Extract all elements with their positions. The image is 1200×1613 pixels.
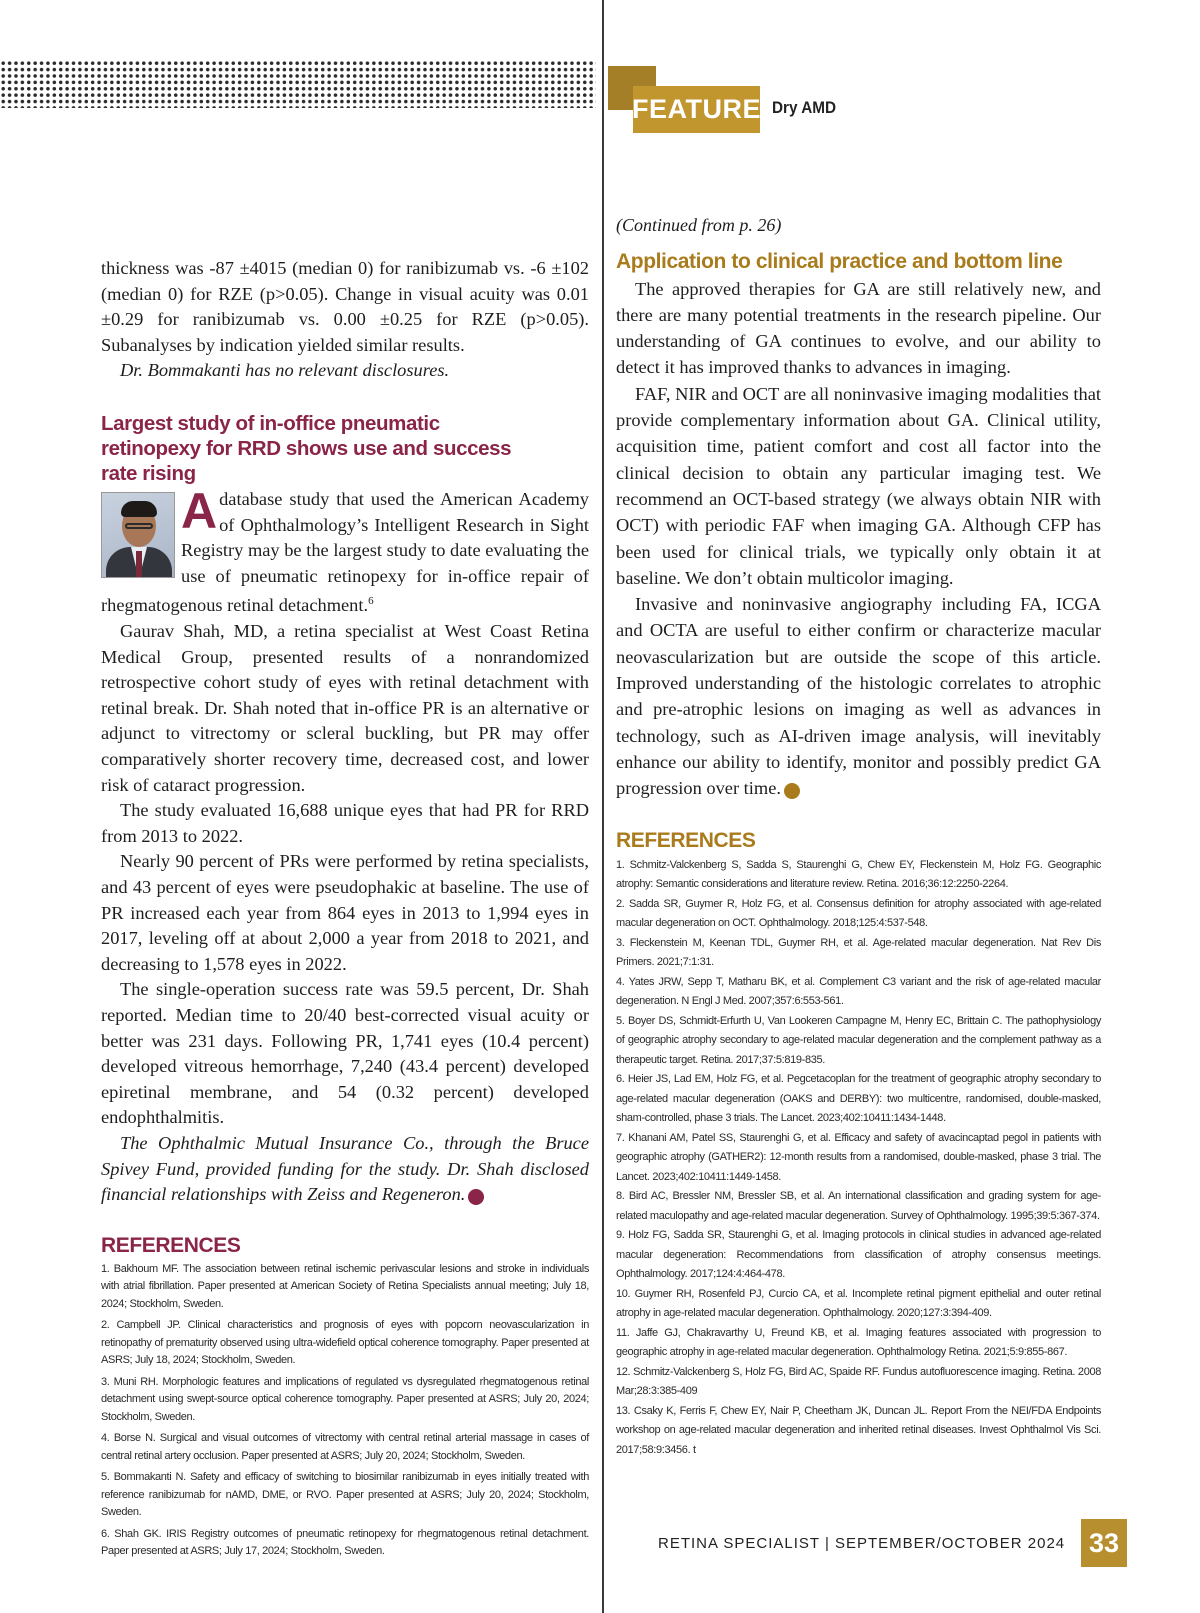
reference-item: 10. Guymer RH, Rosenfeld PJ, Curcio CA, et al. Incomplete retinal pigment epithelial and outer retinal atrophy in age-related macular degeneration. Ophthalmology. 2020;127:3:394-409.: [616, 1287, 1101, 1320]
author-photo: [101, 492, 175, 578]
reference-item: 3. Muni RH. Morphologic features and implications of regulated vs dysregulated rhegmatogenous retinal detachment using swept-source optical coherence tomography. Paper presented at ASRS; July 20, 2024; Stockholm, Sweden.: [101, 1375, 589, 1423]
references-title: REFERENCES: [616, 828, 756, 852]
article-heading-application: Application to clinical practice and bottom line: [616, 249, 1063, 273]
paragraph-success-rate: The single-operation success rate was 59.5 percent, Dr. Shah reported. Median time to 20/40 best-corrected visual acuity or better was 231 days. Following PR, 1,741 eyes (10.4 percent) developed vitreous hemorrhage, 7,240 (43.4 percent) developed epiretinal membrane, and 54 (0.32 percent) developed endophthalmitis.: [101, 979, 589, 1128]
rs-end-icon: RS: [784, 783, 800, 799]
reference-item: 12. Schmitz-Valckenberg S, Holz FG, Bird AC, Spaide RF. Fundus autofluorescence imaging. Retina. 2008 Mar;28:3:385-409: [616, 1365, 1101, 1398]
right-column: [616, 213, 1101, 1460]
reference-item: 2. Campbell JP. Clinical characteristics and prognosis of eyes with popcorn neovascularization in retinopathy of prematurity observed using ultra-widefield optical coherence tomography. Paper presented at ASRS; July 18, 2024; Stockholm, Sweden.: [101, 1319, 589, 1367]
reference-item: 8. Bird AC, Bressler NM, Bressler SB, et al. An international classification and grading system for age-related maculopathy and age-related macular degeneration. Survey of Ophthalmology. 1995;39:5:367-374.: [616, 1190, 1101, 1222]
continued-note: (Continued from p. 26): [616, 215, 782, 235]
column-divider: [602, 0, 604, 1613]
reference-item: 4. Yates JRW, Sepp T, Matharu BK, et al. Complement C3 variant and the risk of age-related macular degeneration. N Engl J Med. 2007;357:6:553-561.: [616, 975, 1101, 1008]
paragraph-angiography: Invasive and noninvasive angiography including FA, ICGA and OCTA are useful to either confirm or characterize macular neovascularization but are outside the scope of this article. Improved understanding of the histologic correlates to atrophic and pre-atrophic lesions on imaging as well as advances in technology, such as AI-driven image analysis, will inevitably enhance our ability to identify, monitor and possibly predict GA progression over time.: [616, 594, 1101, 799]
intro-text: database study that used the American Academy of Ophthalmology’s Intelligent Research in Sight Registry may be the largest study to date evaluating the use of pneumatic retinopexy for in-office repair of rhegmatogenous retinal detachment.: [101, 488, 589, 616]
disclosure-bommakanti: Dr. Bommakanti has no relevant disclosures.: [120, 360, 450, 381]
article-heading-pneumatic-retinopexy: Largest study of in-office pneumatic retinopexy for RRD shows use and success rate rising: [101, 411, 512, 485]
article-intro: [101, 482, 589, 619]
left-column: [101, 256, 589, 1565]
reference-item: 1. Bakhoum MF. The association between retinal ischemic perivascular lesions and stroke in individuals with atrial fibrillation. Paper presented at American Society of Retina Specialists annual meeting; July 18, 2024; Stockholm, Sweden.: [101, 1262, 589, 1310]
reference-item: 4. Borse N. Surgical and visual outcomes of vitrectomy with central retinal arterial massage in cases of central retinal artery occlusion. Paper presented at ASRS; July 20, 2024; Stockholm, Sweden.: [101, 1432, 589, 1462]
publication-footer: RETINA SPECIALIST | SEPTEMBER/OCTOBER 2024: [658, 1535, 1066, 1552]
reference-item: 13. Csaky K, Ferris F, Chew EY, Nair P, Cheetham JK, Duncan JL. Report From the NEI/FDA Endpoints workshop on age-related macular degeneration and inherited retinal diseases. Invest Ophthalmol Vis Sci. 2017;58:9:3456. t: [616, 1404, 1101, 1456]
reference-item: 6. Shah GK. IRIS Registry outcomes of pneumatic retinopexy for rhegmatogenous retinal detachment. Paper presented at ASRS; July 17, 2024; Stockholm, Sweden.: [101, 1527, 589, 1558]
reference-item: 6. Heier JS, Lad EM, Holz FG, et al. Pegcetacoplan for the treatment of geographic atrophy secondary to age-related macular degeneration (OAKS and DERBY): two multicentre, randomised, double-masked, sham-controlled, phase 3 trials. The Lancet. 2023;402:10411:1434-1448.: [616, 1073, 1101, 1125]
page-number: 33: [1081, 1519, 1127, 1567]
paragraph-continued: thickness was -87 ±4015 (median 0) for ranibizumab vs. -6 ±102 (median 0) for RZE (p>0.05). Change in visual acuity was 0.01 ±0.29 for ranibizumab vs. 0.00 ±0.25 for RZE (p>0.05). Subanalyses by indication yielded similar results.: [101, 258, 589, 355]
paragraph-therapies: The approved therapies for GA are still relatively new, and there are many potential treatments in the research pipeline. Our understanding of GA continues to evolve, and our ability to detect it has improved thanks to advances in imaging.: [616, 278, 1101, 378]
left-references: [101, 1233, 589, 1561]
reference-item: 5. Bommakanti N. Safety and efficacy of switching to biosimilar ranibizumab in eyes initially treated with reference ranibizumab for nAMD, DME, or RVO. Paper presented at ASRS; July 20, 2024; Stockholm, Sweden.: [101, 1471, 589, 1519]
reference-item: 2. Sadda SR, Guymer R, Holz FG, et al. Consensus definition for atrophy associated with age-related macular degeneration on OCT. Ophthalmology. 2018;125:4:537-548.: [616, 897, 1101, 930]
paragraph-shah: Gaurav Shah, MD, a retina specialist at West Coast Retina Medical Group, presented results of a nonrandomized retrospective cohort study of eyes with retinal detachment with retinal break. Dr. Shah noted that in-office PR is an alternative or adjunct to vitrectomy or scleral buckling, but PR may offer comparatively shorter recovery time, decreased cost, and lower risk of cataract progression.: [101, 621, 589, 795]
drop-cap: A: [181, 482, 218, 539]
feature-label: FEATURE: [633, 86, 760, 133]
intro-citation: 6: [368, 595, 374, 608]
reference-item: 3. Fleckenstein M, Keenan TDL, Guymer RH, et al. Age-related macular degeneration. Nat Rev Dis Primers. 2021;7:1:31.: [616, 936, 1101, 969]
paragraph-study: The study evaluated 16,688 unique eyes that had PR for RRD from 2013 to 2022.: [101, 800, 589, 846]
reference-item: 11. Jaffe GJ, Chakravarthy U, Freund KB, et al. Imaging features associated with progression to geographic atrophy in age-related macular degeneration. Ophthalmology Retina. 2021;5:9:855-867.: [616, 1326, 1101, 1359]
reference-item: 9. Holz FG, Sadda SR, Staurenghi G, et al. Imaging protocols in clinical studies in advanced age-related macular degeneration: Recommendations from classification of atrophy consensus meetings. Ophthalmology. 2017;124:4:464-478.: [616, 1229, 1101, 1281]
funding-disclosure: The Ophthalmic Mutual Insurance Co., through the Bruce Spivey Fund, provided funding for the study. Dr. Shah disclosed financial relationships with Zeiss and Regeneron.: [101, 1132, 589, 1205]
paragraph-imaging: FAF, NIR and OCT are all noninvasive imaging modalities that provide complementary information about GA. Clinical utility, acquisition time, patient comfort and cost all factor into the clinical decision to obtain any particular imaging test. We recommend an OCT-based strategy (we always obtain NIR with OCT) with periodic FAF when imaging GA. Although CFP has been used for clinical trials, we typically only obtain it at baseline. We don’t obtain multicolor imaging.: [616, 383, 1101, 588]
reference-item: 7. Khanani AM, Patel SS, Staurenghi G, et al. Efficacy and safety of avacincaptad pegol in patients with geographic atrophy (GATHER2): 12-month results from a randomised, double-masked, phase 3 trial. The Lancet. 2023;402:10411:1449-1458.: [616, 1131, 1101, 1183]
paragraph-results: Nearly 90 percent of PRs were performed by retina specialists, and 43 percent of eyes were pseudophakic at baseline. The use of PR increased each year from 864 eyes in 2013 to 1,994 eyes in 2017, leveling off at about 2,000 a year from 2018 to 2021, and decreasing to 1,578 eyes in 2022.: [101, 851, 589, 974]
section-label: Dry AMD: [772, 98, 837, 117]
right-references: [616, 828, 1101, 1461]
reference-item: 5. Boyer DS, Schmidt-Erfurth U, Van Lookeren Campagne M, Henry EC, Brittain C. The pathophysiology of geographic atrophy secondary to age-related macular degeneration and the complement pathway as a therapeutic target. Retina. 2017;37:5:819-835.: [616, 1014, 1101, 1066]
reference-item: 1. Schmitz-Valckenberg S, Sadda S, Staurenghi G, Chew EY, Fleckenstein M, Holz FG. Geographic atrophy: Semantic considerations and literature review. Retina. 2016;36:12:2250-2264.: [616, 858, 1101, 891]
dot-pattern-banner: [0, 60, 596, 108]
references-title: REFERENCES: [101, 1233, 241, 1257]
rs-end-icon: RS: [468, 1189, 484, 1205]
